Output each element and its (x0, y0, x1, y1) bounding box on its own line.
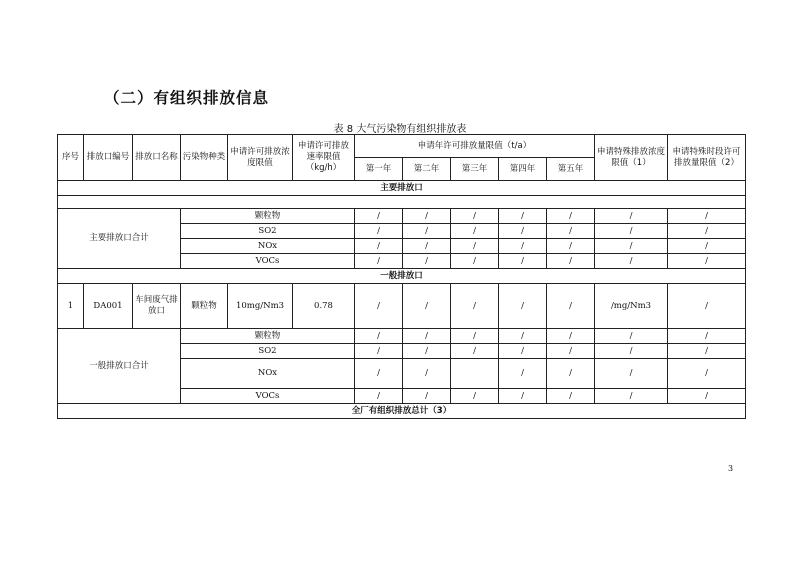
header-year-1: 第一年 (355, 158, 403, 181)
value-cell: / (451, 239, 499, 254)
value-cell: / (403, 344, 451, 359)
value-cell: / (595, 344, 668, 359)
value-cell: / (547, 359, 595, 389)
pollutant-cell: SO2 (181, 344, 355, 359)
pollutant-cell: NOx (181, 359, 355, 389)
main-total-label: 主要排放口合计 (58, 209, 181, 269)
header-rate-limit: 申请许可排放速率限值（kg/h） (293, 135, 355, 181)
value-cell: / (403, 254, 451, 269)
value-cell: / (547, 344, 595, 359)
header-year-3: 第三年 (451, 158, 499, 181)
header-outlet-no: 排放口编号 (84, 135, 133, 181)
value-cell: / (451, 389, 499, 404)
pollutant-cell: NOx (181, 239, 355, 254)
value-cell: / (668, 254, 746, 269)
value-cell: / (355, 344, 403, 359)
value-cell: / (668, 389, 746, 404)
pollutant-cell: 颗粒物 (181, 329, 355, 344)
header-year-2: 第二年 (403, 158, 451, 181)
value-cell: / (355, 359, 403, 389)
value-cell: / (499, 209, 547, 224)
value-cell: / (595, 359, 668, 389)
table-row (58, 329, 746, 344)
value-cell: / (499, 284, 547, 329)
value-cell: / (403, 224, 451, 239)
value-cell: / (499, 344, 547, 359)
value-cell: / (499, 389, 547, 404)
seq-cell: 1 (58, 284, 84, 329)
value-cell: / (451, 329, 499, 344)
grand-total-row: 全厂有组织排放总计（3） (58, 404, 746, 419)
value-cell: / (403, 209, 451, 224)
value-cell: / (595, 254, 668, 269)
value-cell: / (547, 284, 595, 329)
value-cell: / (355, 239, 403, 254)
value-cell: / (595, 209, 668, 224)
rate-limit-cell: 0.78 (293, 284, 355, 329)
value-cell: / (403, 389, 451, 404)
value-cell: / (595, 329, 668, 344)
value-cell: / (403, 239, 451, 254)
outlet-name-cell: 车间废气排放口 (133, 284, 181, 329)
value-cell: / (668, 209, 746, 224)
outlet-no-cell: DA001 (84, 284, 133, 329)
value-cell: / (403, 284, 451, 329)
table-caption: 表 8 大气污染物有组织排放表 (333, 124, 467, 135)
value-cell: / (355, 389, 403, 404)
header-special-conc: 申请特殊排放浓度限值（1） (595, 135, 668, 181)
value-cell: / (668, 224, 746, 239)
value-cell: / (595, 389, 668, 404)
value-cell: / (451, 344, 499, 359)
value-cell: / (403, 359, 451, 389)
header-conc-limit: 申请许可排放浓度限值 (228, 135, 293, 181)
header-pollutant: 污染物种类 (181, 135, 228, 181)
table-row (58, 209, 746, 224)
special-period-cell: / (668, 284, 746, 329)
value-cell (451, 359, 499, 389)
value-cell: / (547, 209, 595, 224)
value-cell: / (355, 209, 403, 224)
value-cell: / (668, 344, 746, 359)
page-number: 3 (728, 464, 734, 473)
pollutant-cell: 颗粒物 (181, 209, 355, 224)
header-year-4: 第四年 (499, 158, 547, 181)
value-cell: / (547, 389, 595, 404)
band-main-outlets: 主要排放口 (58, 181, 746, 196)
value-cell: / (499, 329, 547, 344)
value-cell: / (547, 254, 595, 269)
pollutant-cell: VOCs (181, 254, 355, 269)
value-cell: / (595, 239, 668, 254)
general-total-label: 一般排放口合计 (58, 329, 181, 404)
value-cell: / (451, 224, 499, 239)
emission-table-container (57, 134, 745, 419)
value-cell: / (499, 254, 547, 269)
section-title: （二）有组织排放信息 (104, 89, 270, 107)
pollutant-cell: VOCs (181, 389, 355, 404)
value-cell: / (595, 224, 668, 239)
value-cell: / (547, 329, 595, 344)
value-cell: / (499, 239, 547, 254)
table-row (58, 284, 746, 329)
value-cell: / (403, 329, 451, 344)
value-cell: / (355, 284, 403, 329)
value-cell: / (355, 224, 403, 239)
band-general-outlets: 一般排放口 (58, 269, 746, 284)
blank-row (58, 196, 746, 209)
value-cell: / (355, 329, 403, 344)
value-cell: / (547, 239, 595, 254)
emission-table (57, 134, 746, 419)
header-special-period: 申请特殊时段许可排放量限值（2） (668, 135, 746, 181)
value-cell: / (499, 359, 547, 389)
header-seq: 序号 (58, 135, 84, 181)
value-cell: / (451, 284, 499, 329)
value-cell: / (499, 224, 547, 239)
value-cell: / (355, 254, 403, 269)
value-cell: / (668, 239, 746, 254)
conc-limit-cell: 10mg/Nm3 (228, 284, 293, 329)
value-cell: / (451, 209, 499, 224)
header-annual-limit: 申请年许可排放量限值（t/a） (355, 135, 595, 158)
value-cell: / (451, 254, 499, 269)
pollutant-cell: SO2 (181, 224, 355, 239)
header-year-5: 第五年 (547, 158, 595, 181)
value-cell: / (668, 329, 746, 344)
special-conc-cell: /mg/Nm3 (595, 284, 668, 329)
header-outlet-name: 排放口名称 (133, 135, 181, 181)
pollutant-cell: 颗粒物 (181, 284, 228, 329)
value-cell: / (547, 224, 595, 239)
value-cell: / (668, 359, 746, 389)
